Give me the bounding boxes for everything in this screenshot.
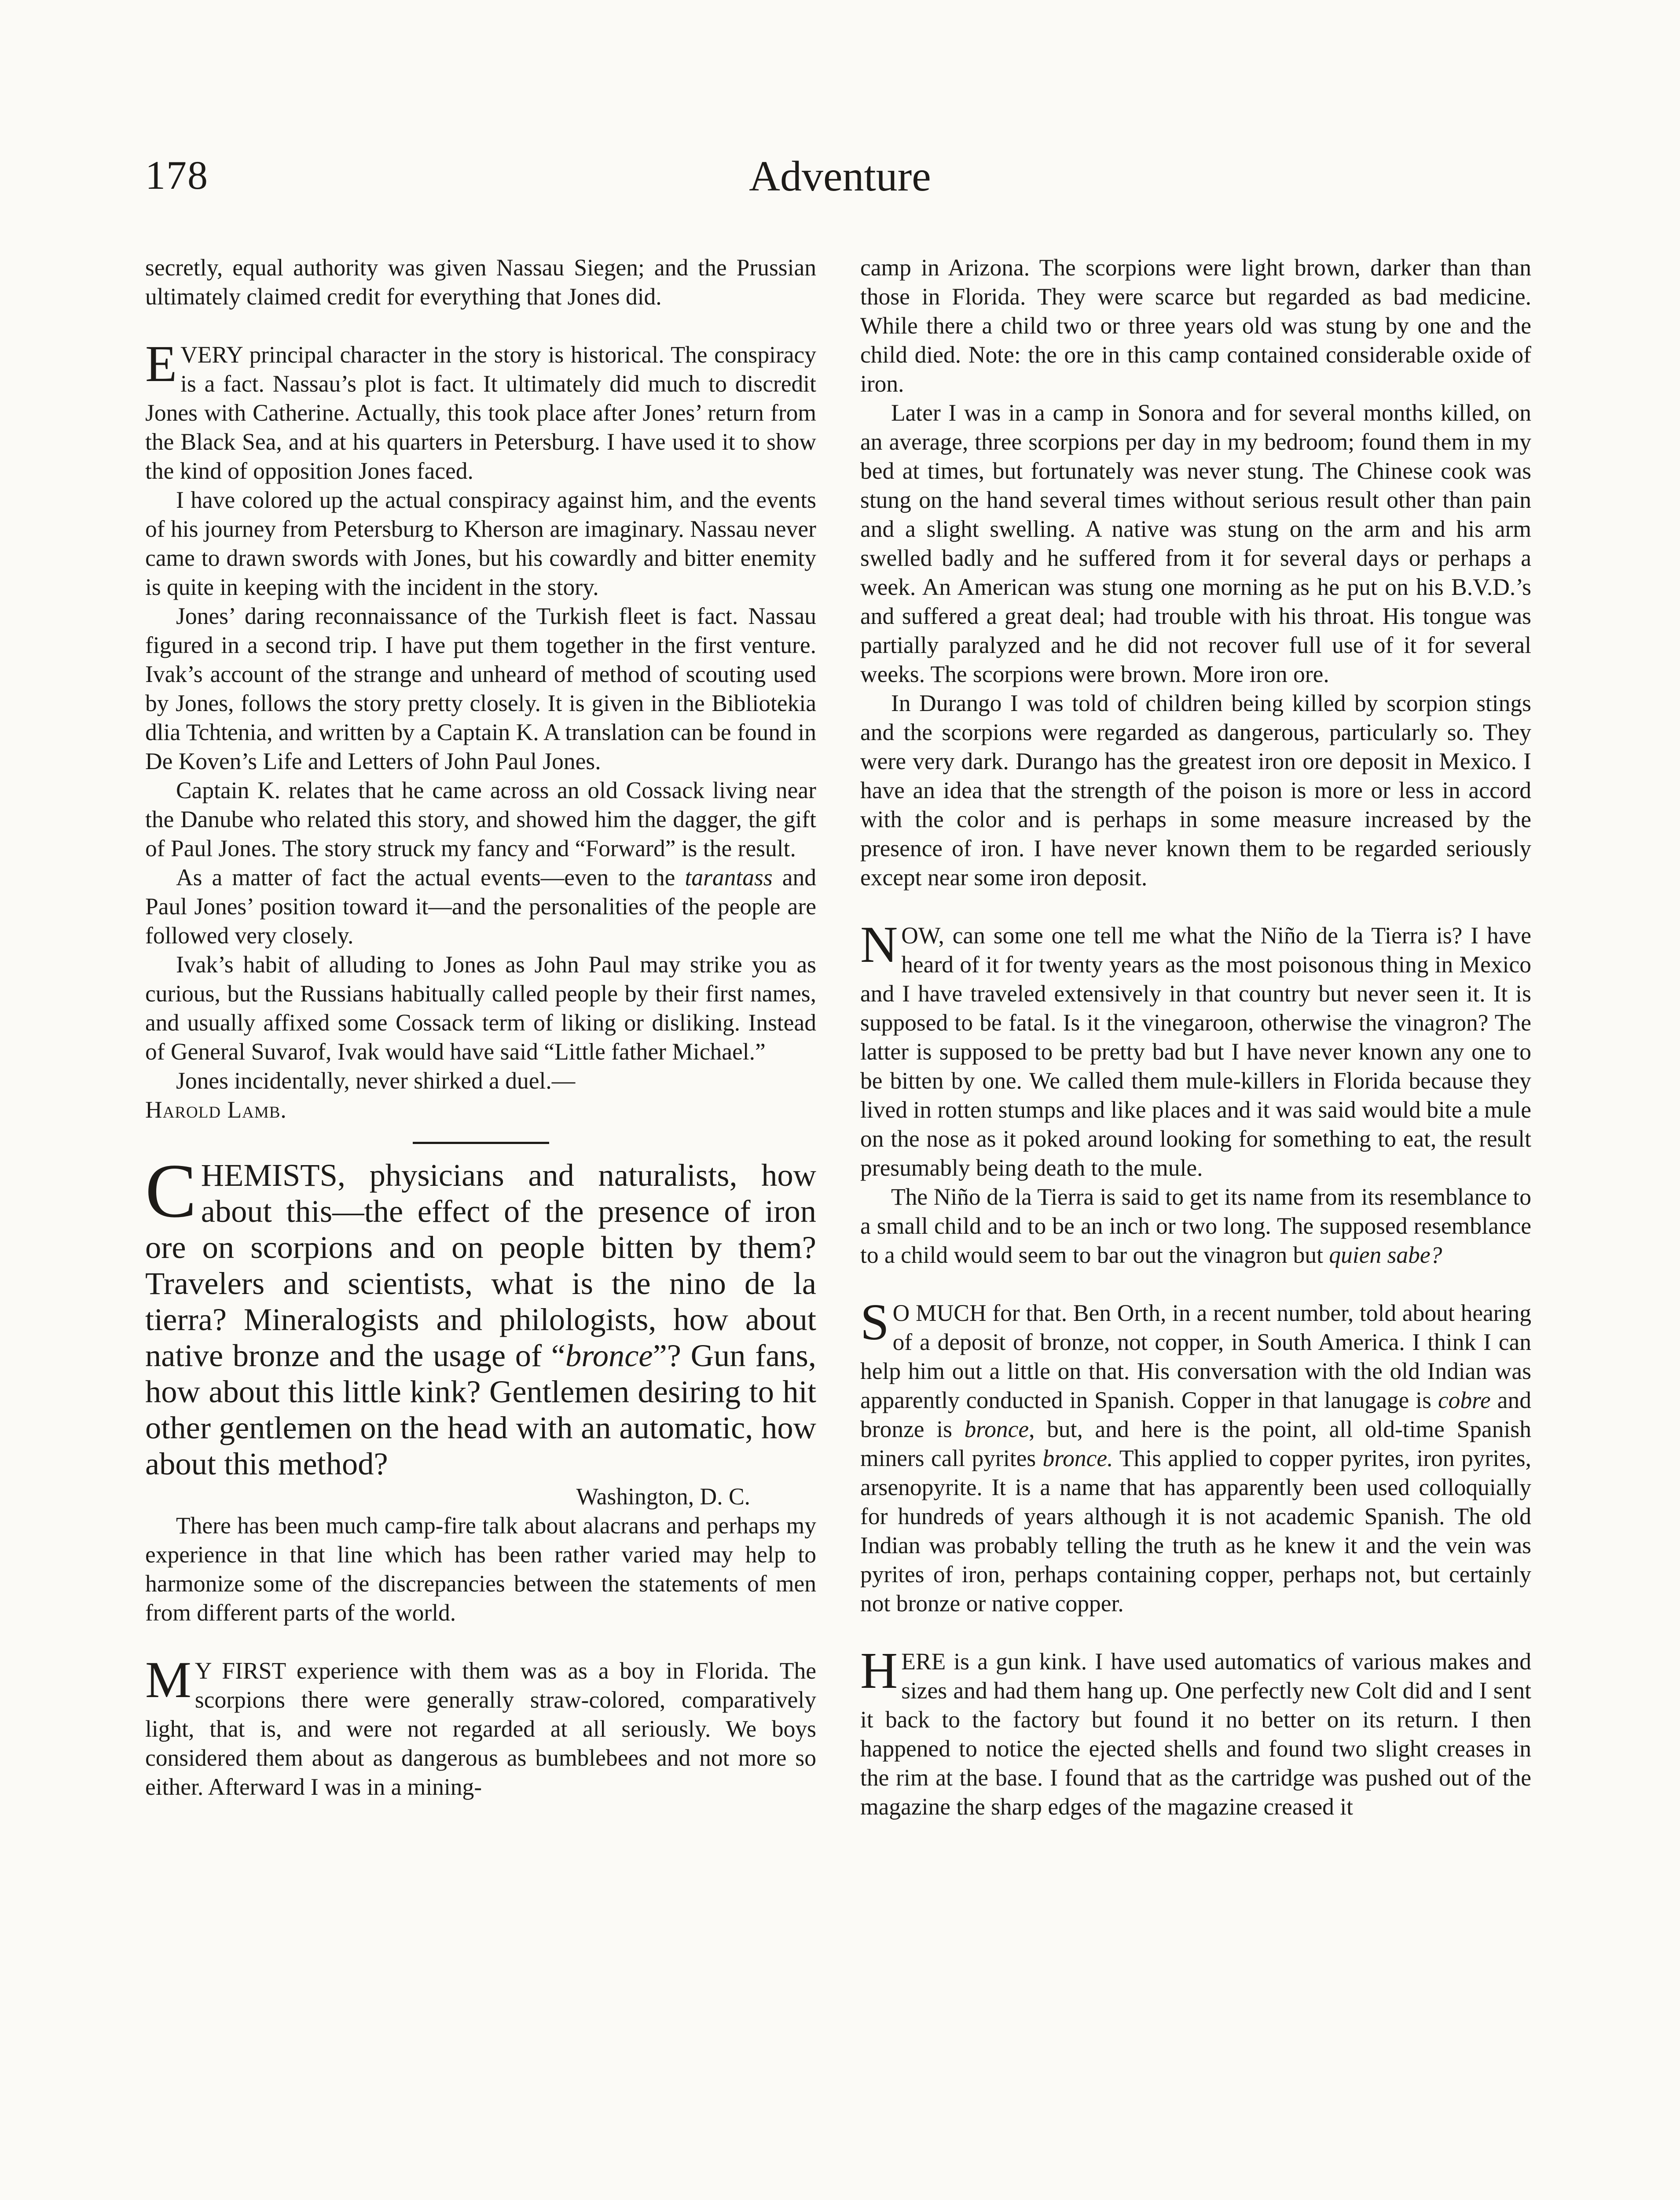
paragraph-text: This applied to copper pyrites, iron pyrites, arsenopyrite. It is a name that has apparently been used colloquially for hundreds of years although it is not academic Spanish. The old Indian was probably telling the truth as he knew it and the vein was pyrites of iron, perhaps containing copper, perhaps not, but certainly not bronze or native copper. xyxy=(860,1445,1531,1617)
paragraph xyxy=(860,1182,1531,1269)
page-number: 178 xyxy=(145,153,209,198)
dateline: Washington, D. C. xyxy=(576,1483,750,1510)
paragraph-text: VERY principal character in the story is historical. The conspiracy is a fact. Nassau’s plot is fact. It ultimately did much to discredit Jones with Catherine. Actually, this took place after Jones’ return from the Black Sea, and at his quarters in Petersburg. I have used it to show the kind of opposition Jones faced. xyxy=(145,341,816,484)
paragraph-now xyxy=(860,916,1531,1182)
author-signature: Harold Lamb. xyxy=(145,1096,287,1123)
drop-cap: M xyxy=(145,1651,191,1709)
section-intro xyxy=(145,1148,816,1482)
italic-term: quien sabe? xyxy=(1329,1242,1442,1268)
paragraph-text: O MUCH for that. Ben Orth, in a recent number, told about hearing of a deposit of bronze, not copper, in South America. I think I can help him out a little on that. His conversation with the old Indian was apparently conducted in Spanish. Copper in that lanugage is xyxy=(860,1300,1531,1413)
paragraph: secretly, equal authority was given Nassau Siegen; and the Prussian ultimately claimed credit for everything that Jones did. xyxy=(145,254,816,310)
paragraph-text: and bronze is xyxy=(860,1387,1531,1442)
running-title: Adventure xyxy=(749,153,931,200)
paragraph-so-much xyxy=(860,1293,1531,1618)
paragraph-text: OW, can some one tell me what the Niño de la Tierra is? I have heard of it for twenty years as the most poisonous thing in Mexico and I have traveled extensively in that country but never seen it. It is supposed to be fatal. Is it the vinegaroon, otherwise the vinagron? The latter is supposed to be pretty bad but I have never known any one to be bitten by one. We called them mule-killers in Florida because they lived in rotten stumps and like places and it was said would bite a mule on the nose as it poked around looking for something to eat, the result presumably being death to the mule. xyxy=(860,922,1531,1181)
section-divider xyxy=(413,1142,549,1144)
paragraph: Ivak’s habit of alluding to Jones as John Paul may strike you as curious, but the Russians habitually called people by their first names, and usually affixed some Cossack term of liking or disliking. Instead of General Suvarof, Ivak would have said “Little father Michael.” xyxy=(145,951,816,1065)
paragraph: Later I was in a camp in Sonora and for several months killed, on an average, three scorpions per day in my bedroom; found them in my bed at times, but fortunately was never stung. The Chinese cook was stung on the hand several times without serious result other than pain and a slight swelling. A native was stung on the arm and his arm swelled badly and he suffered from it for several days or perhaps a week. An American was stung one morning as he put on his B.V.D.’s and suffered a great deal; had trouble with his throat. His tongue was partially paralyzed and he did not recover full use of it for several weeks. The scorpions were brown. More iron ore. xyxy=(860,400,1531,687)
paragraph-everey xyxy=(145,335,816,485)
paragraph-text: Y FIRST experience with them was as a boy in Florida. The scorpions there were generally straw-colored, comparatively light, that is, and were not regarded at all seriously. We boys considered them about as dangerous as bumblebees and not more so either. Afterward I was in a mining- xyxy=(145,1657,816,1800)
paragraph-text: and Paul Jones’ position toward it—and the personalities of the people are followed very closely. xyxy=(145,864,817,949)
paragraph: Captain K. relates that he came across an old Cossack living near the Danube who related this story, and showed him the dagger, the gift of Paul Jones. The story struck my fancy and “Forward” is the result. xyxy=(145,777,816,862)
intro-text: ”? Gun fans, how about this little kink? Gentlemen desiring to hit other gentlemen on the head with an automatic, how about this method? xyxy=(145,1338,816,1481)
drop-cap: N xyxy=(860,916,898,973)
paragraph-my-first xyxy=(145,1651,816,1801)
drop-cap: H xyxy=(860,1642,898,1699)
drop-cap: S xyxy=(860,1293,889,1351)
paragraph xyxy=(145,863,816,950)
drop-cap: C xyxy=(145,1148,197,1233)
paragraph-text: As a matter of fact the actual events—even to the xyxy=(176,864,685,891)
italic-term: bronce xyxy=(565,1338,653,1373)
paragraph: In Durango I was told of children being killed by scorpion stings and the scorpions were regarded as dangerous, particularly so. They were very dark. Durango has the greatest iron ore deposit in Mexico. I have an idea that the strength of the poison is more or less in accord with the color and is perhaps in some measure increased by the presence of iron. I have never known them to be regarded seriously except near some iron deposit. xyxy=(860,690,1531,891)
italic-term: bronce xyxy=(964,1416,1029,1442)
italic-term: cobre xyxy=(1438,1387,1491,1413)
drop-cap: E xyxy=(145,335,177,392)
paragraph: I have colored up the actual conspiracy against him, and the events of his journey from Petersburg to Kherson are imaginary. Nassau never came to drawn swords with Jones, but his cowardly and bitter enemity is quite in keeping with the incident in the story. xyxy=(145,487,816,600)
paragraph-text: , but, and here is the point, all old-time Spanish miners call pyrites xyxy=(860,1416,1531,1471)
intro-text: HEMISTS, physicians and naturalists, how about this—the effect of the presence of iron ore on scorpions and on people bitten by them? Travelers and scientists, what is the nino de la tierra? Mineralogists and philologists, how about native bronze and the usage of “ xyxy=(145,1157,816,1373)
paragraph: There has been much camp-fire talk about alacrans and perhaps my experience in that line which has been rather varied may help to harmonize some of the discrepancies between the statements of men from different parts of the world. xyxy=(145,1512,816,1626)
paragraph: Jones incidentally, never shirked a duel.— xyxy=(176,1067,576,1094)
paragraph-here xyxy=(860,1642,1531,1821)
paragraph-text: ERE is a gun kink. I have used automatics of various makes and sizes and had them hang up. One perfectly new Colt did and I sent it back to the factory but found it no better on its return. I then happened to notice the ejected shells and found two slight creases in the rim at the base. I found that as the cartridge was pushed out of the magazine the sharp edges of the magazine creased it xyxy=(860,1648,1531,1820)
italic-term: bronce. xyxy=(1042,1445,1113,1471)
paragraph: Jones’ daring reconnaissance of the Turkish fleet is fact. Nassau figured in a second trip. I have put them together in the first venture. Ivak’s account of the strange and unheard of method of scouting used by Jones, follows the story pretty closely. It is given in the Bibliotekia dlia Tchtenia, and written by a Captain K. A translation can be found in De Koven’s Life and Letters of John Paul Jones. xyxy=(145,603,816,774)
paragraph: camp in Arizona. The scorpions were light brown, darker than than those in Florida. They were scarce but regarded as bad medicine. While there a child two or three years old was stung by one and the child died. Note: the ore in this camp contained considerable oxide of iron. xyxy=(860,254,1531,397)
italic-term: tarantass xyxy=(685,864,773,891)
right-column xyxy=(860,253,1531,1821)
paragraph-text: The Niño de la Tierra is said to get its name from its resemblance to a small child and to be an inch or two long. The supposed resemblance to a child would seem to bar out the vinagron but xyxy=(860,1184,1531,1268)
left-column xyxy=(145,253,816,1801)
